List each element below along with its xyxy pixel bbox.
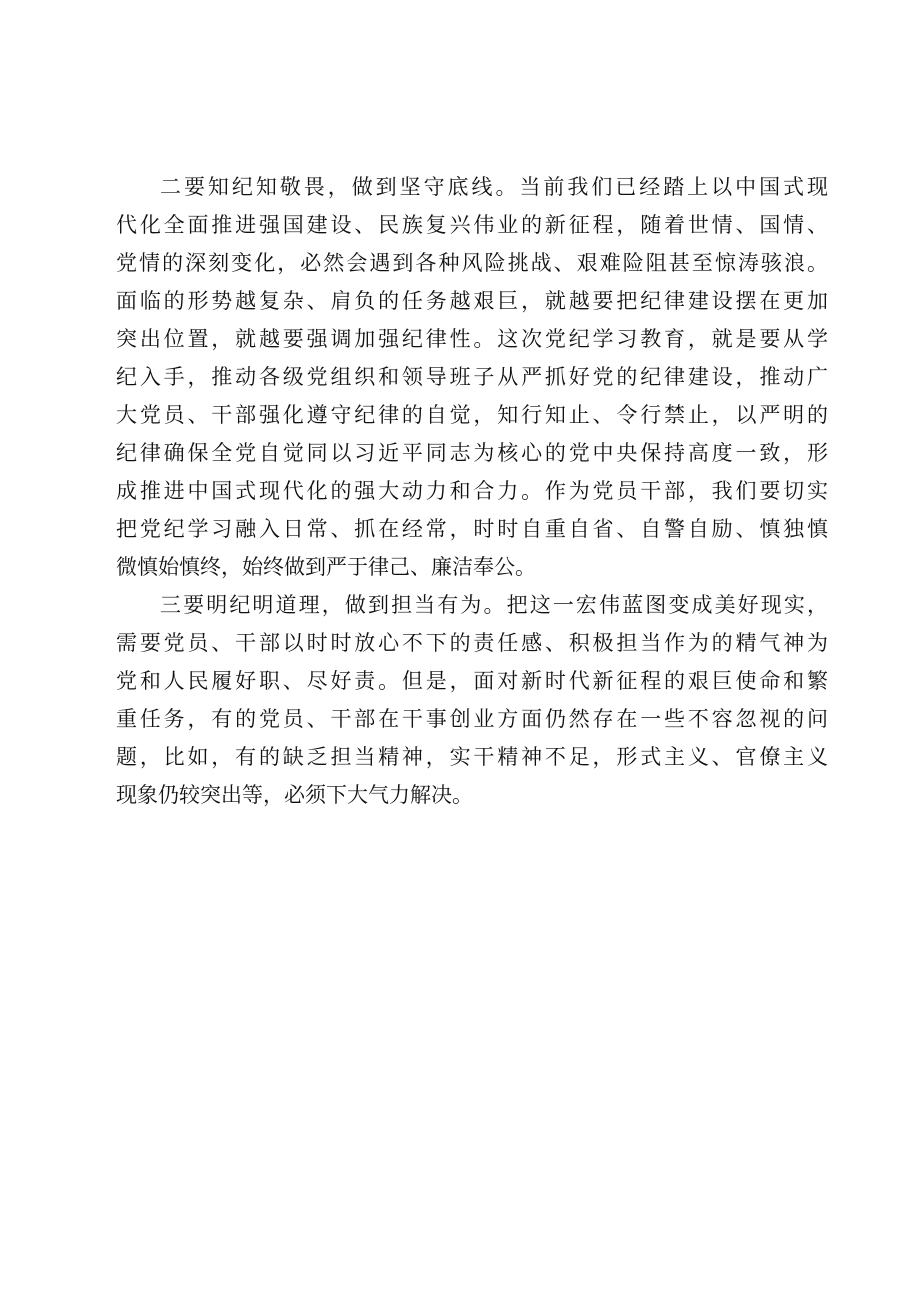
- paragraph-line: 微慎始慎终，始终做到严于律己、廉洁奉公。: [116, 555, 536, 579]
- paragraph-line: 现象仍较突出等，必须下大气力解决。: [116, 783, 473, 807]
- document-body: [116, 168, 828, 814]
- paragraph-line: 重任务，有的党员、干部在干事创业方面仍然存在一些不容忽视的问: [116, 707, 828, 731]
- paragraph-line: 纪律确保全党自觉同以习近平同志为核心的党中央保持高度一致，形: [116, 441, 828, 465]
- paragraph-line: 面临的形势越复杂、肩负的任务越艰巨，就越要把纪律建设摆在更加: [116, 289, 828, 313]
- paragraph-line: 题，比如，有的缺乏担当精神，实干精神不足，形式主义、官僚主义: [116, 745, 828, 769]
- paragraph-line: 大党员、干部强化遵守纪律的自觉，知行知止、令行禁止，以严明的: [116, 403, 828, 427]
- paragraph-responsibility: [116, 586, 828, 814]
- paragraph-line: 二要知纪知敬畏，做到坚守底线。当前我们已经踏上以中国式现: [160, 175, 828, 199]
- paragraph-line: 把党纪学习融入日常、抓在经常，时时自重自省、自警自励、慎独慎: [116, 517, 828, 541]
- paragraph-line: 三要明纪明道理，做到担当有为。把这一宏伟蓝图变成美好现实，: [160, 593, 828, 617]
- paragraph-line: 需要党员、干部以时时放心不下的责任感、积极担当作为的精气神为: [116, 631, 828, 655]
- paragraph-line: 代化全面推进强国建设、民族复兴伟业的新征程，随着世情、国情、: [116, 213, 828, 237]
- paragraph-line: 党情的深刻变化，必然会遇到各种风险挑战、艰难险阻甚至惊涛骇浪。: [116, 251, 828, 275]
- paragraph-discipline-awe: [116, 168, 828, 586]
- paragraph-line: 党和人民履好职、尽好责。但是，面对新时代新征程的艰巨使命和繁: [116, 669, 828, 693]
- paragraph-line: 纪入手，推动各级党组织和领导班子从严抓好党的纪律建设，推动广: [116, 365, 828, 389]
- paragraph-line: 成推进中国式现代化的强大动力和合力。作为党员干部，我们要切实: [116, 479, 828, 503]
- paragraph-line: 突出位置，就越要强调加强纪律性。这次党纪学习教育，就是要从学: [116, 327, 828, 351]
